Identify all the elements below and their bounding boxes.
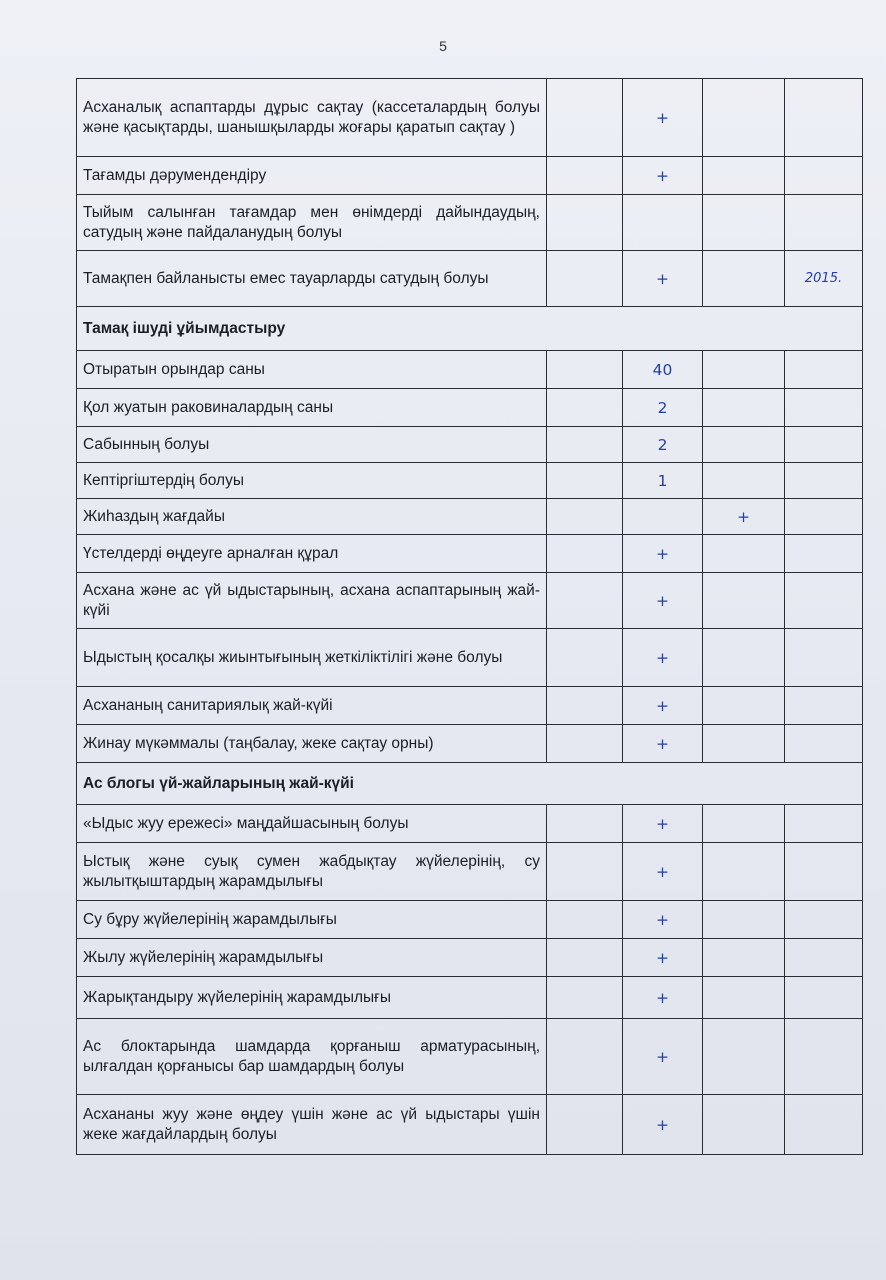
criterion-label: Тағамды дәрумендендіру [77,157,547,195]
mark-cell-1 [547,79,623,157]
mark-cell-2: + [623,629,703,687]
mark-cell-2: 2 [623,427,703,463]
mark-cell-1 [547,499,623,535]
mark-cell-4 [785,843,863,901]
criterion-label: Тамақпен байланысты емес тауарларды сатудың болуы [77,251,547,307]
mark-cell-1 [547,629,623,687]
mark-cell-2: + [623,805,703,843]
mark-cell-3 [703,725,785,763]
mark-cell-4 [785,351,863,389]
criterion-label: Қол жуатын раковиналардың саны [77,389,547,427]
criterion-label: Асхананың санитариялық жай-күйі [77,687,547,725]
mark-cell-2: 2 [623,389,703,427]
table-row [77,805,863,843]
mark-cell-3 [703,805,785,843]
mark-cell-1 [547,687,623,725]
mark-cell-3 [703,79,785,157]
mark-cell-4 [785,573,863,629]
mark-cell-2 [623,499,703,535]
table-row [77,535,863,573]
table-row [77,843,863,901]
criterion-label: Ыдыстың қосалқы жиынтығының жеткіліктілігі және болуы [77,629,547,687]
mark-cell-3 [703,1019,785,1095]
mark-cell-3: + [703,499,785,535]
mark-cell-4 [785,901,863,939]
criterion-label: Үстелдерді өңдеуге арналған құрал [77,535,547,573]
mark-cell-2: + [623,939,703,977]
mark-cell-3 [703,251,785,307]
mark-cell-2: + [623,573,703,629]
table-row [77,389,863,427]
mark-cell-2: 1 [623,463,703,499]
section-heading: Ас блогы үй-жайларының жай-күйі [77,763,863,805]
mark-cell-3 [703,195,785,251]
mark-cell-4 [785,1019,863,1095]
mark-cell-1 [547,251,623,307]
table-row [77,939,863,977]
table-row [77,195,863,251]
inspection-table-body [77,79,863,1155]
criterion-label: Жарықтандыру жүйелерінің жарамдылығы [77,977,547,1019]
mark-cell-1 [547,805,623,843]
mark-cell-1 [547,1095,623,1155]
criterion-label: Ыстық және суық сумен жабдықтау жүйелерінің, су жылытқыштардың жарамдылығы [77,843,547,901]
mark-cell-3 [703,977,785,1019]
mark-cell-2: + [623,687,703,725]
page-number: 5 [439,38,447,54]
criterion-label: Жылу жүйелерінің жарамдылығы [77,939,547,977]
mark-cell-3 [703,157,785,195]
mark-cell-4 [785,629,863,687]
mark-cell-4 [785,157,863,195]
mark-cell-3 [703,463,785,499]
table-row [77,573,863,629]
mark-cell-2: + [623,535,703,573]
section-row [77,307,863,351]
mark-cell-1 [547,427,623,463]
mark-cell-1 [547,463,623,499]
mark-cell-4 [785,1095,863,1155]
section-heading: Тамақ ішуді ұйымдастыру [77,307,863,351]
mark-cell-1 [547,939,623,977]
mark-cell-2: 40 [623,351,703,389]
mark-cell-3 [703,843,785,901]
mark-cell-3 [703,901,785,939]
mark-cell-4 [785,977,863,1019]
mark-cell-4 [785,499,863,535]
mark-cell-3 [703,939,785,977]
table-row [77,351,863,389]
mark-cell-2: + [623,901,703,939]
section-row [77,763,863,805]
table-row [77,1019,863,1095]
mark-cell-4 [785,535,863,573]
mark-cell-1 [547,977,623,1019]
mark-cell-4 [785,939,863,977]
mark-cell-2: + [623,1019,703,1095]
table-row [77,977,863,1019]
criterion-label: Ас блоктарында шамдарда қорғаныш арматурасының, ылғалдан қорғанысы бар шамдардың болуы [77,1019,547,1095]
table-row [77,1095,863,1155]
table-row [77,499,863,535]
mark-cell-4 [785,805,863,843]
mark-cell-2: + [623,843,703,901]
mark-cell-3 [703,389,785,427]
mark-cell-1 [547,157,623,195]
criterion-label: Кептіргіштердің болуы [77,463,547,499]
criterion-label: Сабынның болуы [77,427,547,463]
mark-cell-1 [547,725,623,763]
table-row [77,629,863,687]
mark-cell-3 [703,535,785,573]
criterion-label: Асхананы жуу және өңдеу үшін және ас үй ыдыстары үшін жеке жағдайлардың болуы [77,1095,547,1155]
mark-cell-1 [547,351,623,389]
mark-cell-3 [703,687,785,725]
inspection-table [76,78,863,1155]
criterion-label: Жинау мүкәммалы (таңбалау, жеке сақтау орны) [77,725,547,763]
mark-cell-4: 2015. [785,251,863,307]
criterion-label: Асханалық аспаптарды дұрыс сақтау (кассеталардың болуы және қасықтарды, шанышқыларды жоғары қаратып сақтау ) [77,79,547,157]
mark-cell-4 [785,725,863,763]
mark-cell-2 [623,195,703,251]
mark-cell-2: + [623,1095,703,1155]
mark-cell-1 [547,1019,623,1095]
criterion-label: «Ыдыс жуу ережесі» маңдайшасының болуы [77,805,547,843]
mark-cell-1 [547,843,623,901]
mark-cell-1 [547,535,623,573]
criterion-label: Су бұру жүйелерінің жарамдылығы [77,901,547,939]
mark-cell-2: + [623,251,703,307]
mark-cell-1 [547,573,623,629]
mark-cell-1 [547,901,623,939]
mark-cell-4 [785,79,863,157]
table-row [77,463,863,499]
mark-cell-4 [785,687,863,725]
table-row [77,725,863,763]
mark-cell-4 [785,463,863,499]
mark-cell-2: + [623,79,703,157]
table-row [77,687,863,725]
mark-cell-3 [703,427,785,463]
mark-cell-3 [703,629,785,687]
mark-cell-4 [785,389,863,427]
table-row [77,901,863,939]
table-row [77,79,863,157]
mark-cell-2: + [623,725,703,763]
criterion-label: Отыратын орындар саны [77,351,547,389]
mark-cell-4 [785,195,863,251]
table-row [77,427,863,463]
mark-cell-1 [547,389,623,427]
table-row [77,251,863,307]
mark-cell-4 [785,427,863,463]
mark-cell-3 [703,1095,785,1155]
mark-cell-3 [703,351,785,389]
criterion-label: Тыйым салынған тағамдар мен өнімдерді дайындаудың, сатудың және пайдаланудың болуы [77,195,547,251]
mark-cell-1 [547,195,623,251]
criterion-label: Жиһаздың жағдайы [77,499,547,535]
mark-cell-2: + [623,157,703,195]
mark-cell-2: + [623,977,703,1019]
mark-cell-3 [703,573,785,629]
criterion-label: Асхана және ас үй ыдыстарының, асхана аспаптарының жай-күйі [77,573,547,629]
table-row [77,157,863,195]
